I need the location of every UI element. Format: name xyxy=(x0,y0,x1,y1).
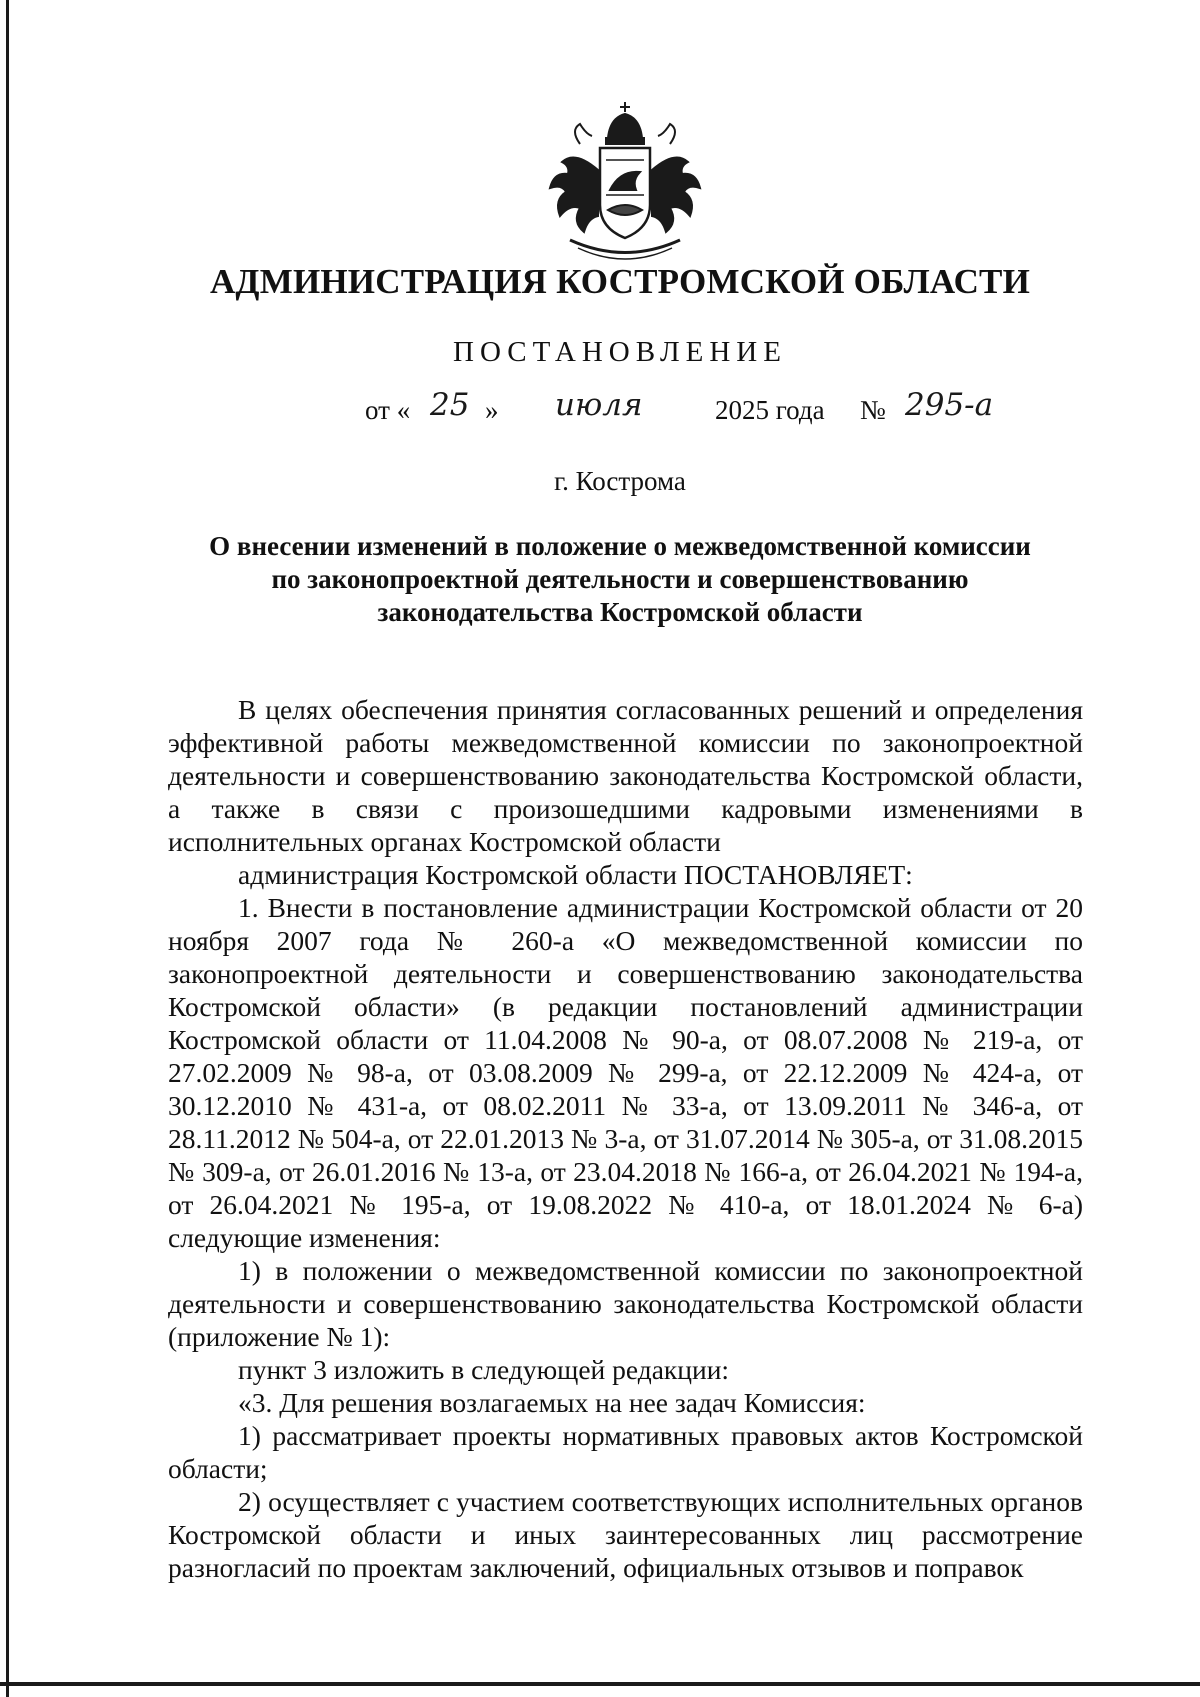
date-prefix: от « xyxy=(365,395,411,425)
document-type: ПОСТАНОВЛЕНИЕ xyxy=(453,336,787,368)
document-title xyxy=(150,530,1090,629)
handwritten-day: 25 xyxy=(430,387,470,423)
paragraph-quote-start: «3. Для решения возлагаемых на нее задач Комиссия: xyxy=(238,1387,866,1418)
paragraph-subitem-1: 1) в положении о межведомственной комиссии по законопроектной деятельности и совершенствованию законодательства Костромской области (приложение № 1): xyxy=(168,1255,1083,1352)
paragraph-resolves: администрация Костромской области ПОСТАНОВЛЯЕТ: xyxy=(238,859,913,890)
scan-left-edge xyxy=(6,0,9,1697)
city-name: г. Кострома xyxy=(554,466,686,496)
scan-bottom-edge xyxy=(0,1682,1200,1686)
paragraph-duty-2: 2) осуществляет с участием соответствующих исполнительных органов Костромской области и иных заинтересованных лиц рассмотрение разногласий по проектам заключений, официальных отзывов и поправок xyxy=(168,1486,1083,1583)
title-line: по законопроектной деятельности и совершенствованию xyxy=(271,564,969,594)
paragraph-point-3: пункт 3 изложить в следующей редакции: xyxy=(238,1354,730,1385)
date-year: 2025 года xyxy=(715,395,825,425)
title-line: О внесении изменений в положение о межведомственной комиссии xyxy=(209,531,1031,561)
handwritten-number: 295-а xyxy=(905,387,994,423)
handwritten-month: июля xyxy=(555,387,643,423)
title-line: законодательства Костромской области xyxy=(377,597,863,627)
coat-of-arms-emblem xyxy=(540,100,710,265)
organization-name: АДМИНИСТРАЦИЯ КОСТРОМСКОЙ ОБЛАСТИ xyxy=(209,262,1031,301)
paragraph-duty-1: 1) рассматривает проекты нормативных правовых актов Костромской области; xyxy=(168,1420,1083,1484)
paragraph-preamble: В целях обеспечения принятия согласованных решений и определения эффективной работы межведомственной комиссии по законопроектной деятельности и совершенствованию законодательства Костромской области, а также в связи с произошедшими кадровыми изменениями в исполнительных органах Костромской области xyxy=(168,694,1083,857)
paragraph-item-1: 1. Внести в постановление администрации Костромской области от 20 ноября 2007 года № 260-а «О межведомственной комиссии по законопроектной деятельности и совершенствованию законодательства Костромской области» (в редакции постановлений администрации Костромской области от 11.04.2008 № 90-а, от 08.07.2008 № 219-а, от 27.02.2009 № 98-а, от 03.08.2009 № 299-а, от 22.12.2009 № 424-а, от 30.12.2010 № 431-а, от 08.02.2011 № 33-а, от 13.09.2011 № 346-а, от 28.11.2012 № 504-а, от 22.01.2013 № 3-а, от 31.07.2014 № 305-а, от 31.08.2015 № 309-а, от 26.01.2016 № 13-а, от 23.04.2018 № 166-а, от 26.04.2021 № 194-а, от 26.04.2021 № 195-а, от 19.08.2022 № 410-а, от 18.01.2024 № 6-а) следующие изменения: xyxy=(168,892,1083,1253)
date-number-line xyxy=(0,387,1200,435)
date-close-quote: » xyxy=(485,395,499,425)
document-body xyxy=(168,693,1083,1584)
number-label: № xyxy=(860,395,886,425)
